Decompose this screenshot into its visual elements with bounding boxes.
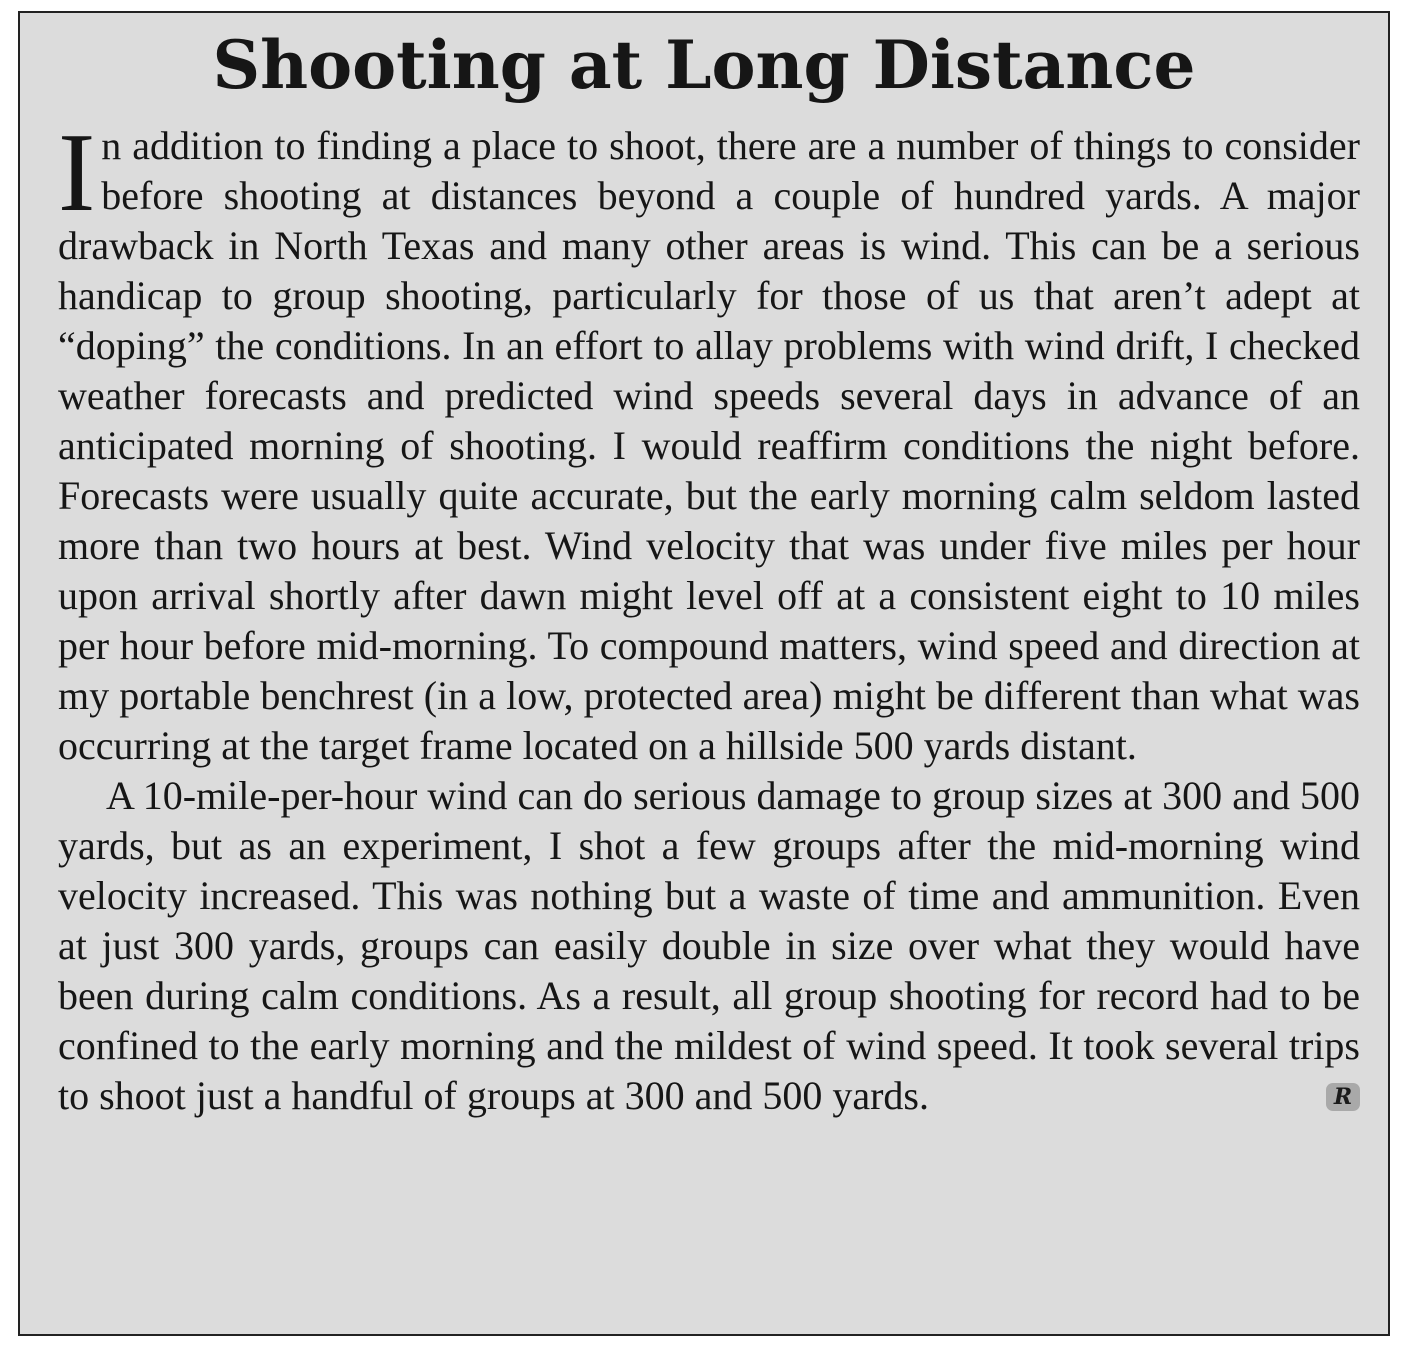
- paragraph-2: [58, 771, 1360, 1121]
- sidebar-body: [58, 111, 1360, 1121]
- drop-cap: I: [58, 111, 96, 235]
- paragraph-1: [58, 111, 1360, 771]
- sidebar-box: [18, 11, 1390, 1336]
- sidebar-title: Shooting at Long Distance: [212, 26, 1196, 104]
- paragraph-2-text: A 10-mile-per-hour wind can do serious damage to group sizes at 300 and 500 yards, but as an experiment, I shot a few groups after the mid-morning wind velocity increased. This was nothing but a waste of time and ammunition. Even at just 300 yards, groups can easily double in size over what they would have been during calm conditions. As a result, all group shooting for record had to be confined to the early morning and the mildest of wind speed. It took several trips to shoot just a handful of groups at 300 and 500 yards.: [58, 773, 1360, 1118]
- paragraph-1-text: n addition to finding a place to shoot, there are a number of things to consider before shooting at distances beyond a couple of hundred yards. A major drawback in North Texas and many other areas is wind. This can be a serious handicap to group shooting, particularly for those of us that aren’t adept at “doping” the conditions. In an effort to allay problems with wind drift, I checked weather forecasts and predicted wind speeds several days in advance of an anticipated morning of shooting. I would reaffirm conditions the night before. Forecasts were usually quite accurate, but the early morning calm seldom lasted more than two hours at best. Wind velocity that was under five miles per hour upon arrival shortly after dawn might level off at a consistent eight to 10 miles per hour before mid-morning. To compound matters, wind speed and direction at my portable benchrest (in a low, protected area) might be different than what was occurring at the target frame located on a hillside 500 yards distant.: [58, 123, 1360, 768]
- end-mark-icon: R: [1326, 1083, 1360, 1111]
